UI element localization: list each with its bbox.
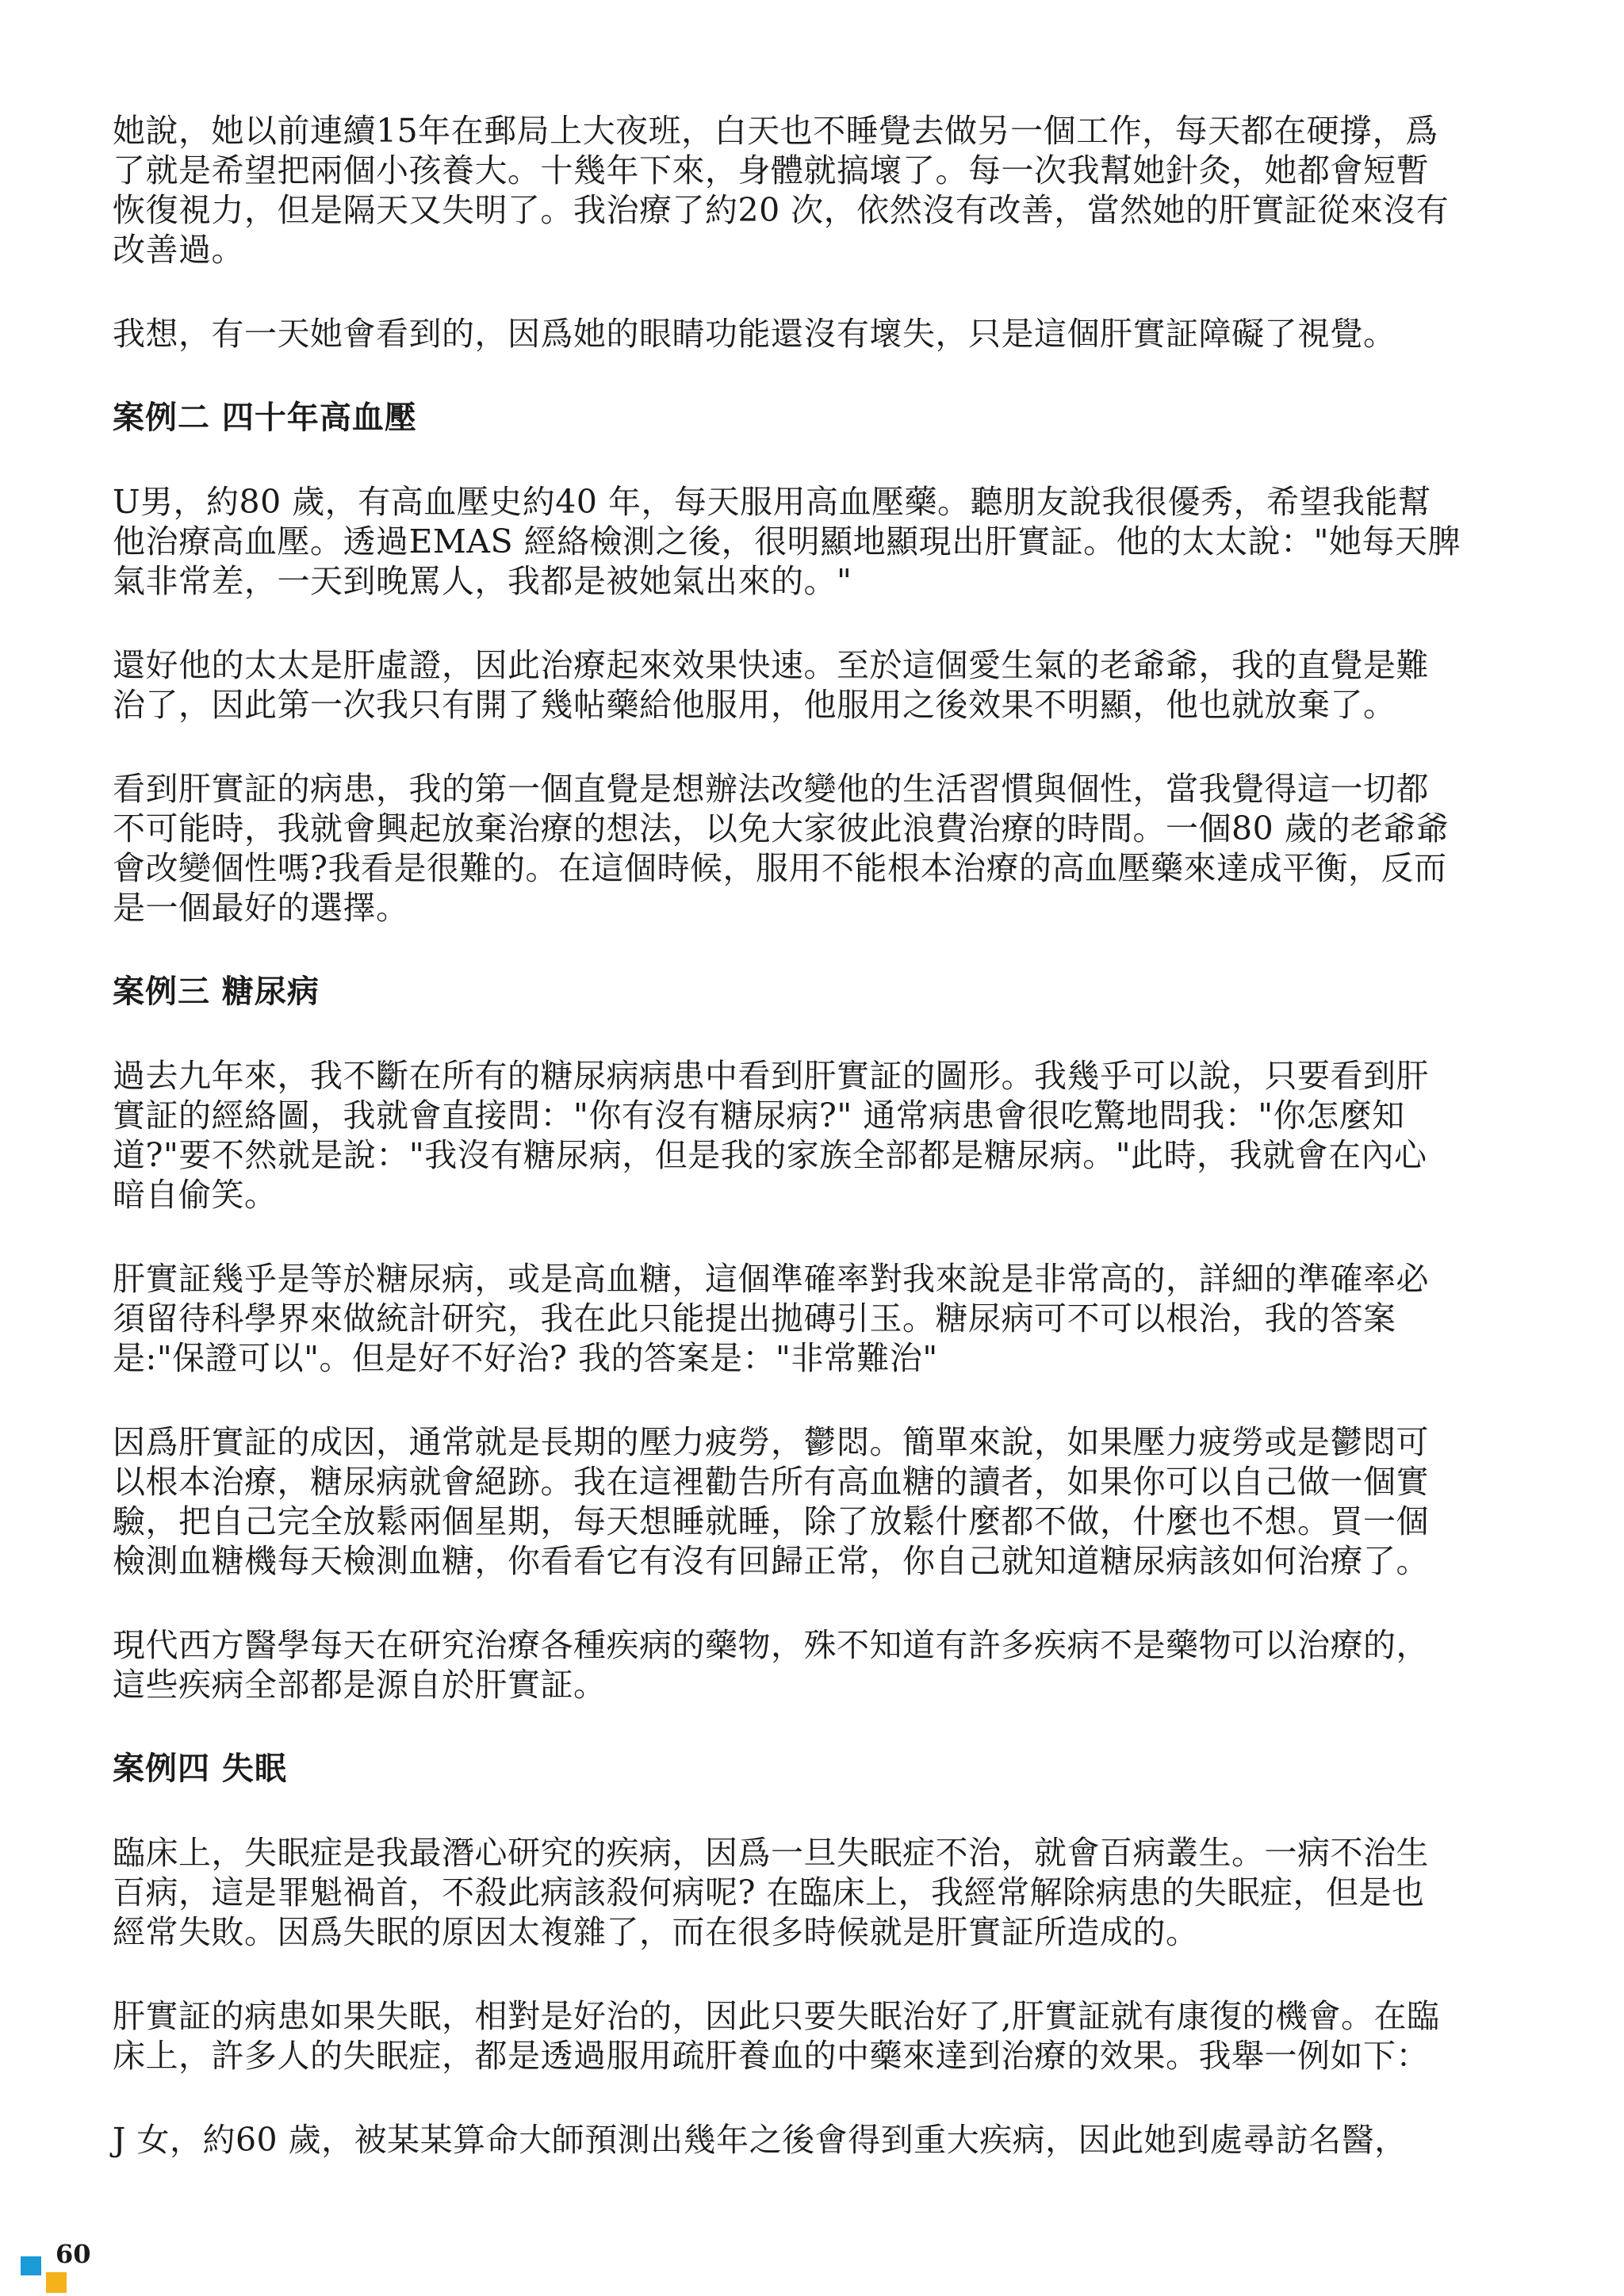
- text-line: J 女，約60 歲，被某某算命大師預測出幾年之後會得到重大疾病，因此她到處尋訪名醫，: [113, 2121, 1408, 2159]
- paragraph: [113, 769, 1508, 928]
- text-line: 百病，這是罪魁禍首，不殺此病該殺何病呢? 在臨床上，我經常解除病患的失眠症，但是也: [113, 1873, 1425, 1911]
- page-number: 60: [56, 2239, 91, 2269]
- text-line: 驗，把自己完全放鬆兩個星期，每天想睡就睡，除了放鬆什麼都不做，什麼也不想。買一個: [113, 1502, 1429, 1540]
- section-heading: 案例三 糖尿病: [113, 974, 320, 1010]
- text-line: 這些疾病全部都是源自於肝實証。: [113, 1666, 607, 1704]
- text-line: 還好他的太太是肝虛證，因此治療起來效果快速。至於這個愛生氣的老爺爺，我的直覺是難: [113, 646, 1429, 684]
- text-line: 道?"要不然就是說："我沒有糖尿病，但是我的家族全部都是糖尿病。"此時，我就會在內心: [113, 1136, 1427, 1174]
- paragraph: [113, 1259, 1508, 1378]
- blue-square-icon: [21, 2256, 41, 2275]
- text-line: 他治療高血壓。透過EMAS 經絡檢測之後，很明顯地顯現出肝實証。他的太太說："她每天脾: [113, 522, 1461, 561]
- paragraph: [113, 2120, 1508, 2160]
- text-line: 我想，有一天她會看到的，因爲她的眼睛功能還沒有壞失，只是這個肝實証障礙了視覺。: [113, 315, 1396, 353]
- text-line: 床上，許多人的失眠症，都是透過服用疏肝養血的中藥來達到治療的效果。我舉一例如下：: [113, 2037, 1429, 2075]
- text-line: 以根本治療，糖尿病就會絕跡。我在這裡勸告所有高血糖的讀者，如果你可以自己做一個實: [113, 1463, 1429, 1501]
- text-line: 是:"保證可以"。但是好不好治? 我的答案是："非常難治": [113, 1339, 938, 1377]
- text-line: 是一個最好的選擇。: [113, 889, 409, 927]
- paragraph: [113, 482, 1508, 601]
- text-line: 了就是希望把兩個小孩養大。十幾年下來，身體就搞壞了。每一次我幫她針灸，她都會短暫: [113, 151, 1429, 189]
- paragraph: [113, 314, 1508, 354]
- text-line: 過去九年來，我不斷在所有的糖尿病病患中看到肝實証的圖形。我幾乎可以說，只要看到肝: [113, 1057, 1429, 1095]
- paragraph: [113, 645, 1508, 725]
- text-line: 治了，因此第一次我只有開了幾帖藥給他服用，他服用之後效果不明顯，他也就放棄了。: [113, 686, 1396, 724]
- text-line: 她說，她以前連續15年在郵局上大夜班，白天也不睡覺去做另一個工作，每天都在硬撐，爲: [113, 112, 1438, 150]
- paragraph: [113, 1996, 1508, 2076]
- section-heading: 案例四 失眠: [113, 1751, 287, 1787]
- text-line: U男，約80 歲，有高血壓史約40 年，每天服用高血壓藥。聽朋友說我很優秀，希望我能幫: [113, 483, 1431, 521]
- text-line: 臨床上，失眠症是我最潛心研究的疾病，因爲一旦失眠症不治，就會百病叢生。一病不治生: [113, 1834, 1429, 1872]
- text-line: 現代西方醫學每天在研究治療各種疾病的藥物，殊不知道有許多疾病不是藥物可以治療的，: [113, 1626, 1429, 1664]
- yellow-square-icon: [46, 2272, 67, 2293]
- section-heading: 案例二 四十年高血壓: [113, 400, 417, 436]
- text-line: 檢測血糖機每天檢測血糖，你看看它有沒有回歸正常，你自己就知道糖尿病該如何治療了。: [113, 1542, 1429, 1580]
- page-footer: [21, 2239, 116, 2296]
- text-line: 實証的經絡圖，我就會直接問："你有沒有糖尿病?" 通常病患會很吃驚地問我："你怎麼知: [113, 1096, 1405, 1135]
- text-line: 看到肝實証的病患，我的第一個直覺是想辦法改變他的生活習慣與個性，當我覺得這一切都: [113, 770, 1429, 808]
- paragraph: [113, 1056, 1508, 1215]
- text-line: 改善過。: [113, 231, 244, 269]
- text-line: 暗自偷笑。: [113, 1176, 278, 1214]
- text-line: 氣非常差，一天到晚罵人，我都是被她氣出來的。": [113, 562, 852, 600]
- text-line: 肝實証的病患如果失眠，相對是好治的，因此只要失眠治好了,肝實証就有康復的機會。在臨: [113, 1997, 1440, 2035]
- paragraph: [113, 1833, 1508, 1952]
- text-line: 經常失敗。因爲失眠的原因太複雜了，而在很多時候就是肝實証所造成的。: [113, 1913, 1199, 1951]
- text-line: 因爲肝實証的成因，通常就是長期的壓力疲勞，鬱悶。簡單來說，如果壓力疲勞或是鬱悶可: [113, 1423, 1429, 1461]
- text-line: 恢復視力，但是隔天又失明了。我治療了約20 次，依然沒有改善，當然她的肝實証從來沒有: [113, 191, 1450, 229]
- text-line: 肝實証幾乎是等於糖尿病，或是高血糖，這個準確率對我來說是非常高的，詳細的準確率必: [113, 1260, 1429, 1298]
- paragraph: [113, 111, 1508, 270]
- text-line: 不可能時，我就會興起放棄治療的想法，以免大家彼此浪費治療的時間。一個80 歲的老爺爺: [113, 809, 1450, 848]
- text-line: 須留待科學界來做統計研究，我在此只能提出拋磚引玉。糖尿病可不可以根治，我的答案: [113, 1299, 1396, 1337]
- text-line: 會改變個性嗎?我看是很難的。在這個時候，服用不能根本治療的高血壓藥來達成平衡，反而: [113, 849, 1447, 887]
- paragraph: [113, 1625, 1508, 1705]
- page-content: [113, 111, 1508, 2204]
- paragraph: [113, 1422, 1508, 1581]
